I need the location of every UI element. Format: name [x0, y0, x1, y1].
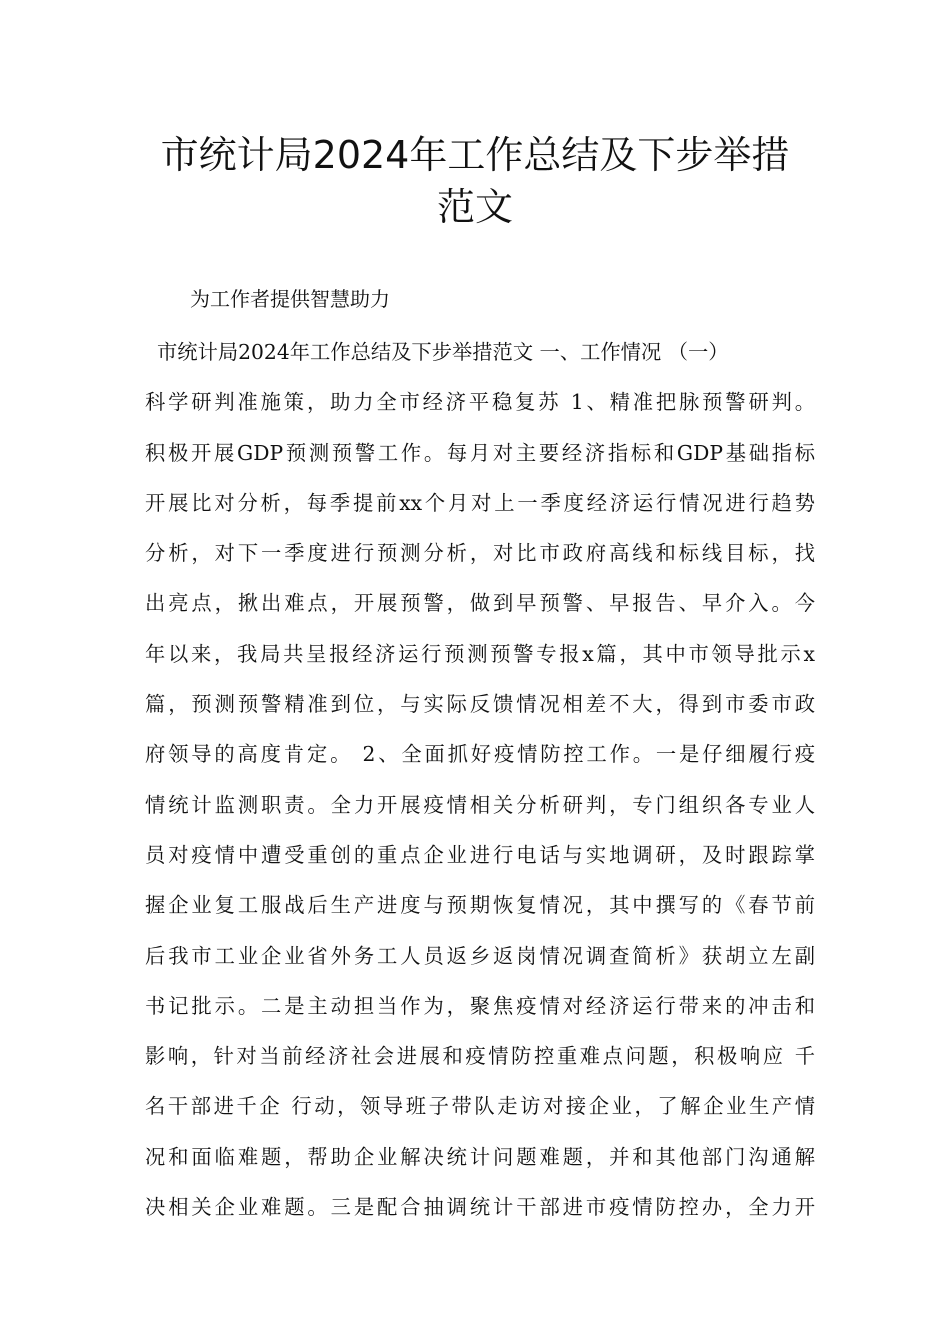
body-line: 科学研判准施策，助力全市经济平稳复苏 1、精准把脉预警研判。 — [145, 390, 815, 415]
body-line: 握企业复工服战后生产进度与预期恢复情况，其中撰写的《春节前 — [145, 893, 815, 918]
body-line: 员对疫情中遭受重创的重点企业进行电话与实地调研，及时跟踪掌 — [145, 842, 815, 867]
body-line: 情统计监测职责。全力开展疫情相关分析研判，专门组织各专业人 — [145, 792, 815, 817]
body-line: 书记批示。二是主动担当作为，聚焦疫情对经济运行带来的冲击和 — [145, 993, 815, 1018]
body-line: 篇，预测预警精准到位，与实际反馈情况相差不大，得到市委市政 — [145, 692, 815, 717]
body-line: 况和面临难题，帮助企业解决统计问题难题，并和其他部门沟通解 — [145, 1144, 815, 1169]
body-line: 年以来，我局共呈报经济运行预测预警专报x篇，其中市领导批示x — [145, 641, 815, 666]
body-line: 影响，针对当前经济社会进展和疫情防控重难点问题，积极响应 千 — [145, 1044, 815, 1069]
document-title-line-2: 范文 — [436, 185, 513, 229]
body-line: 名干部进千企 行动，领导班子带队走访对接企业，了解企业生产情 — [145, 1094, 815, 1119]
body-line: 府领导的高度肯定。 2、全面抓好疫情防控工作。一是仔细履行疫 — [145, 742, 815, 767]
body-line: 市统计局2024年工作总结及下步举措范文 一、工作情况 （一） — [157, 340, 729, 364]
body-line: 积极开展GDP预测预警工作。每月对主要经济指标和GDP基础指标 — [145, 440, 815, 465]
body-line: 后我市工业企业省外务工人员返乡返岗情况调查简析》获胡立左副 — [145, 943, 815, 968]
body-line: 决相关企业难题。三是配合抽调统计干部进市疫情防控办，全力开 — [145, 1195, 815, 1220]
body-line: 分析，对下一季度进行预测分析，对比市政府高线和标线目标，找 — [145, 541, 815, 566]
body-line: 出亮点，揪出难点，开展预警，做到早预警、早报告、早介入。今 — [145, 591, 815, 616]
body-line: 开展比对分析，每季提前xx个月对上一季度经济运行情况进行趋势 — [145, 490, 815, 515]
document-tagline: 为工作者提供智慧助力 — [190, 287, 390, 311]
document-body — [145, 337, 815, 1242]
document-title-line-1: 市统计局2024年工作总结及下步举措 — [160, 133, 790, 177]
